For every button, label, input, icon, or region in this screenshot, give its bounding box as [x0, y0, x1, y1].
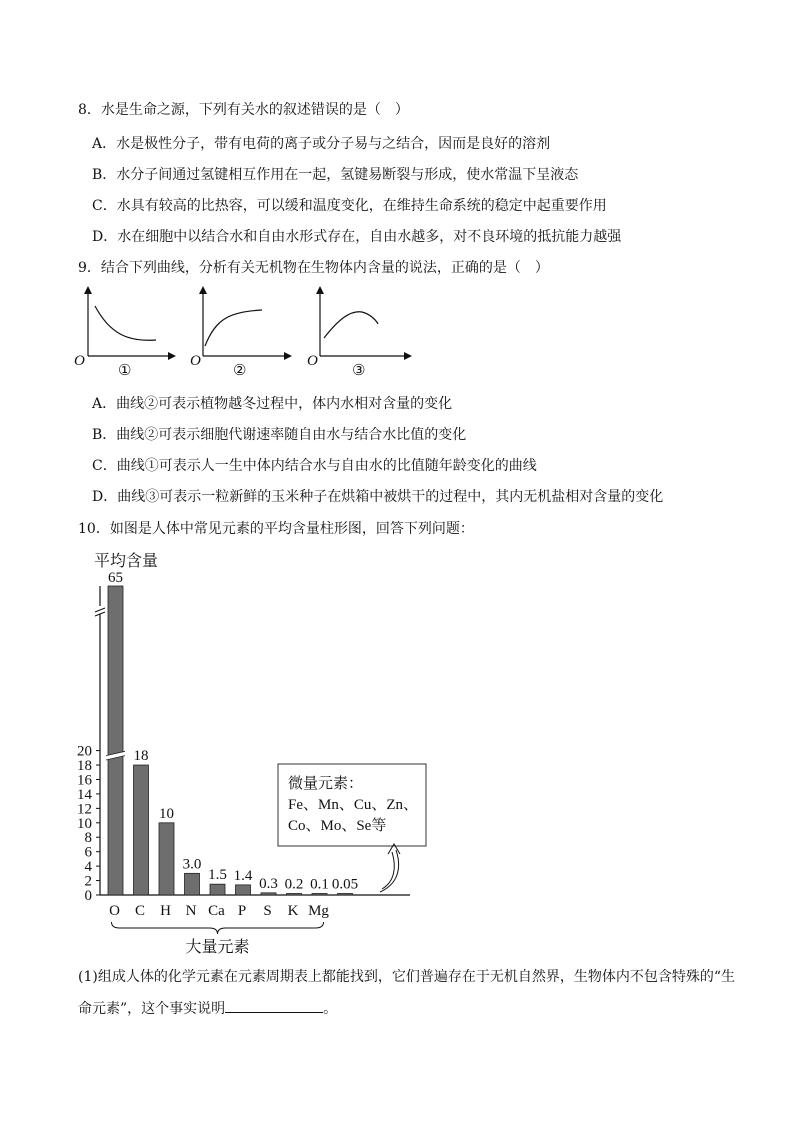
- y-tick-label: 2: [84, 873, 92, 890]
- x-tick-label: S: [263, 903, 272, 919]
- bar-S: [261, 893, 276, 895]
- x-tick-label: O: [109, 903, 120, 919]
- y-axis-label: 平均含量: [94, 553, 159, 570]
- graph-2: [190, 290, 288, 378]
- q8-stem: 8．水是生命之源，下列有关水的叙述错误的是（ ）: [78, 102, 409, 118]
- q10-sub1-text: 命元素”，这个事实说明: [78, 1001, 226, 1017]
- graph-3-curve: [324, 312, 378, 338]
- bracket-label: 大量元素: [185, 939, 250, 956]
- major-elements-bracket: [112, 922, 324, 934]
- bar-P: [236, 885, 251, 895]
- callout-arrow-outer: [380, 850, 399, 892]
- graph-1-origin: O: [74, 353, 85, 369]
- y-tick-label: 14: [77, 786, 92, 803]
- data-label: 0.3: [259, 875, 278, 892]
- bar-Ca: [210, 884, 225, 895]
- q8-option-d[interactable]: D．水在细胞中以结合水和自由水形式存在，自由水越多，对不良环境的抵抗能力越强: [92, 229, 622, 245]
- y-tick-label: 20: [77, 743, 92, 760]
- q10-sub1-end: 。: [323, 1001, 338, 1017]
- q10-sub1-line2: [78, 998, 337, 1018]
- x-tick-label: Mg: [308, 903, 329, 919]
- x-tick-label: P: [237, 903, 247, 919]
- data-label: 0.2: [284, 876, 304, 893]
- graph-2-label: ②: [233, 363, 247, 378]
- callout-line: 微量元素：: [288, 776, 364, 792]
- x-tick-label: Ca: [208, 903, 225, 919]
- graph-1: [74, 290, 172, 378]
- x-tick-label: C: [134, 903, 146, 919]
- graph-1-curve: [95, 306, 156, 340]
- x-tick-label: K: [287, 903, 299, 919]
- graph-1-label: ①: [118, 363, 132, 378]
- data-label: 65: [108, 570, 123, 586]
- q10-stem: 10．如图是人体中常见元素的平均含量柱形图，回答下列问题：: [78, 521, 474, 537]
- bar-Mg: [312, 894, 327, 896]
- y-tick-label: 16: [77, 772, 92, 789]
- q8-option-b[interactable]: B．水分子间通过氢键相互作用在一起，氢键易断裂与形成，使水常温下呈液态: [92, 167, 579, 183]
- bar-C: [134, 765, 149, 895]
- answer-blank[interactable]: [225, 998, 323, 1013]
- graph-3-origin: O: [307, 353, 318, 369]
- x-tick-label: H: [160, 903, 171, 919]
- bar-O: [108, 586, 123, 895]
- y-tick-label: 18: [77, 758, 92, 775]
- q9-stem: 9．结合下列曲线，分析有关无机物在生物体内含量的说法，正确的是（ ）: [78, 260, 549, 276]
- bar-K: [287, 894, 302, 896]
- data-label: 0.1: [310, 876, 329, 893]
- graph-2-origin: O: [190, 353, 201, 369]
- data-label: 1.4: [233, 867, 253, 884]
- element-content-bar-chart: [60, 546, 460, 958]
- q9-option-b[interactable]: B．曲线②可表示细胞代谢速率随自由水与结合水比值的变化: [92, 427, 467, 443]
- data-label: 1.5: [208, 867, 227, 884]
- y-tick-label: 4: [84, 859, 92, 876]
- y-tick-label: 0: [84, 888, 92, 904]
- q10-sub1-line1: (1)组成人体的化学元素在元素周期表上都能找到，它们普遍存在于无机自然界，生物体内不包含特殊的“生: [78, 969, 735, 985]
- y-tick-label: 6: [84, 844, 92, 861]
- data-label: 18: [133, 748, 149, 765]
- y-tick-label: 12: [77, 801, 92, 818]
- graph-3: [307, 290, 408, 378]
- bar-H: [159, 823, 174, 895]
- x-tick-label: N: [185, 903, 197, 919]
- callout-line: Fe、Mn、Cu、Zn、: [288, 797, 419, 813]
- callout-line: Co、Mo、Se等: [288, 818, 387, 834]
- data-label: 3.0: [182, 856, 202, 873]
- graph-3-label: ③: [352, 363, 366, 378]
- q9-option-c[interactable]: C．曲线①可表示人一生中体内结合水与自由水的比值随年龄变化的曲线: [92, 458, 537, 474]
- q9-curve-graphs: [70, 286, 420, 378]
- q9-option-d[interactable]: D．曲线③可表示一粒新鲜的玉米种子在烘箱中被烘干的过程中，其内无机盐相对含量的变化: [92, 489, 664, 505]
- q9-option-a[interactable]: A．曲线②可表示植物越冬过程中，体内水相对含量的变化: [92, 396, 453, 412]
- graph-2-curve: [205, 310, 262, 346]
- bar-N: [185, 873, 200, 895]
- q8-option-c[interactable]: C．水具有较高的比热容，可以缓和温度变化，在维持生命系统的稳定中起重要作用: [92, 198, 607, 214]
- data-label: 10: [159, 805, 174, 822]
- y-tick-label: 8: [84, 830, 92, 847]
- y-tick-label: 10: [77, 815, 92, 832]
- q8-option-a[interactable]: A．水是极性分子，带有电荷的离子或分子易与之结合，因而是良好的溶剂: [92, 136, 551, 152]
- bar-trace: [338, 894, 353, 896]
- data-label: 0.05: [331, 876, 359, 893]
